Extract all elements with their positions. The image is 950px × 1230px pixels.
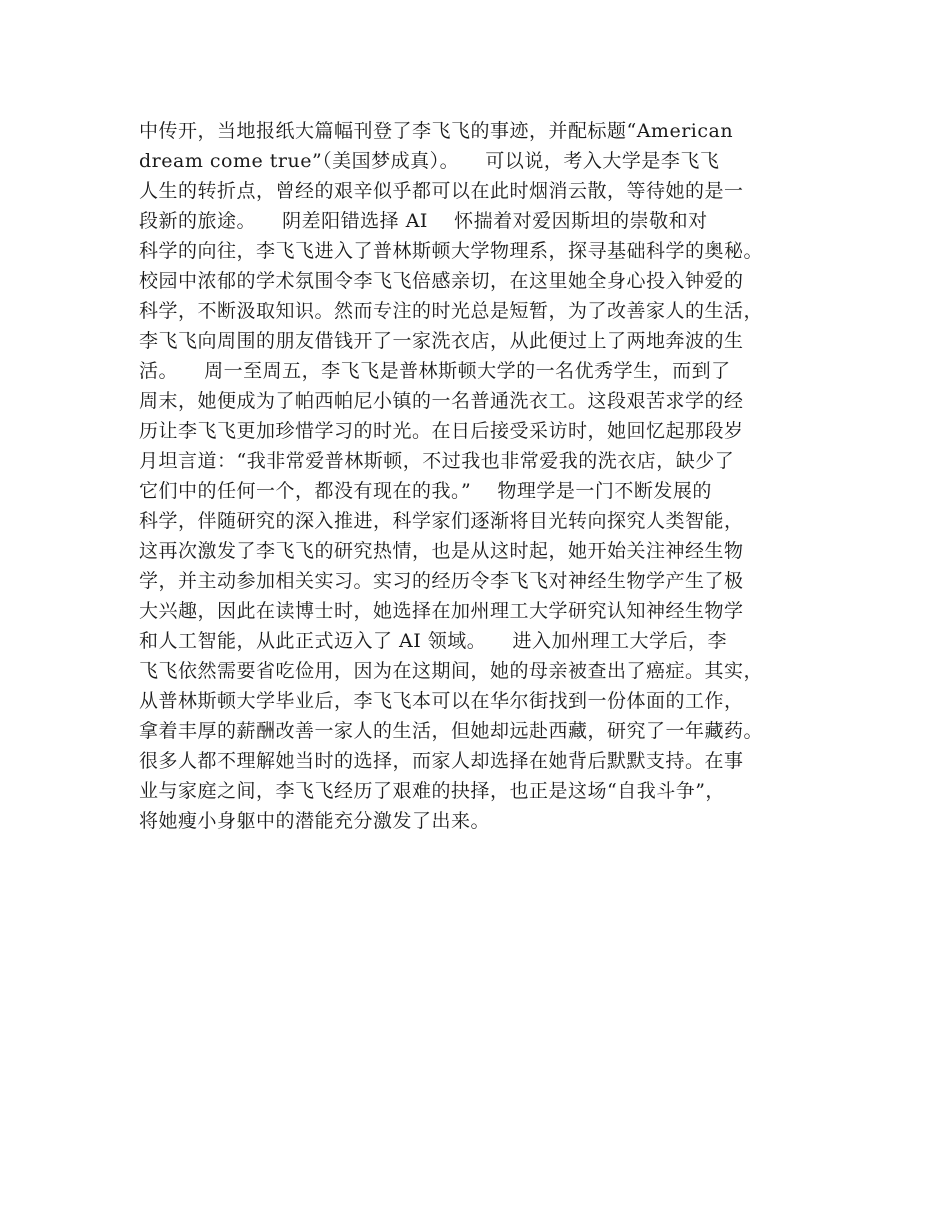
text-line: 李飞飞向周围的朋友借钱开了一家洗衣店，从此便过上了两地奔波的生 [139, 330, 744, 352]
text-line: 科学，伴随研究的深入推进，科学家们逐渐将目光转向探究人类智能， [139, 510, 744, 532]
text-line: 中传开，当地报纸大篇幅刊登了李飞飞的事迹，并配标题“American [139, 120, 734, 142]
text-line: 和人工智能，从此正式迈入了 AI 领域。 进入加州理工大学后，李 [139, 630, 727, 652]
text-line: 科学的向往，李飞飞进入了普林斯顿大学物理系，探寻基础科学的奥秘。 [139, 240, 764, 262]
text-line: 飞飞依然需要省吃俭用，因为在这期间，她的母亲被查出了癌症。其实， [139, 660, 764, 682]
text-line: 这再次激发了李飞飞的研究热情，也是从这时起，她开始关注神经生物 [139, 540, 744, 562]
text-line: 校园中浓郁的学术氛围令李飞飞倍感亲切，在这里她全身心投入钟爱的 [139, 270, 744, 292]
text-line: 业与家庭之间，李飞飞经历了艰难的抉择，也正是这场“自我斗争”， [139, 780, 725, 802]
text-line: 拿着丰厚的薪酬改善一家人的生活，但她却远赴西藏，研究了一年藏药。 [139, 720, 764, 742]
text-line: 历让李飞飞更加珍惜学习的时光。在日后接受采访时，她回忆起那段岁 [139, 420, 744, 442]
text-line: 大兴趣，因此在读博士时，她选择在加州理工大学研究认知神经生物学 [139, 600, 744, 622]
text-line: 活。 周一至周五，李飞飞是普林斯顿大学的一名优秀学生，而到了 [139, 360, 731, 382]
text-line: 周末，她便成为了帕西帕尼小镇的一名普通洗衣工。这段艰苦求学的经 [139, 390, 744, 412]
text-line: 人生的转折点，曾经的艰辛似乎都可以在此时烟消云散，等待她的是一 [139, 180, 744, 202]
text-line: 月坦言道：“我非常爱普林斯顿，不过我也非常爱我的洗衣店，缺少了 [139, 450, 735, 472]
text-line: dream come true”（美国梦成真）。 可以说，考入大学是李飞飞 [139, 150, 720, 172]
text-line: 科学，不断汲取知识。然而专注的时光总是短暂，为了改善家人的生活， [139, 300, 764, 322]
text-line: 很多人都不理解她当时的选择，而家人却选择在她背后默默支持。在事 [139, 750, 744, 772]
text-line: 将她瘦小身躯中的潜能充分激发了出来。 [139, 810, 491, 832]
text-line: 段新的旅途。 阴差阳错选择 AI 怀揣着对爱因斯坦的崇敬和对 [139, 210, 708, 232]
text-line: 从普林斯顿大学毕业后，李飞飞本可以在华尔街找到一份体面的工作， [139, 690, 744, 712]
body-text [139, 116, 829, 836]
text-line: 学，并主动参加相关实习。实习的经历令李飞飞对神经生物学产生了极 [139, 570, 744, 592]
text-line: 它们中的任何一个，都没有现在的我。” 物理学是一门不断发展的 [139, 480, 712, 502]
